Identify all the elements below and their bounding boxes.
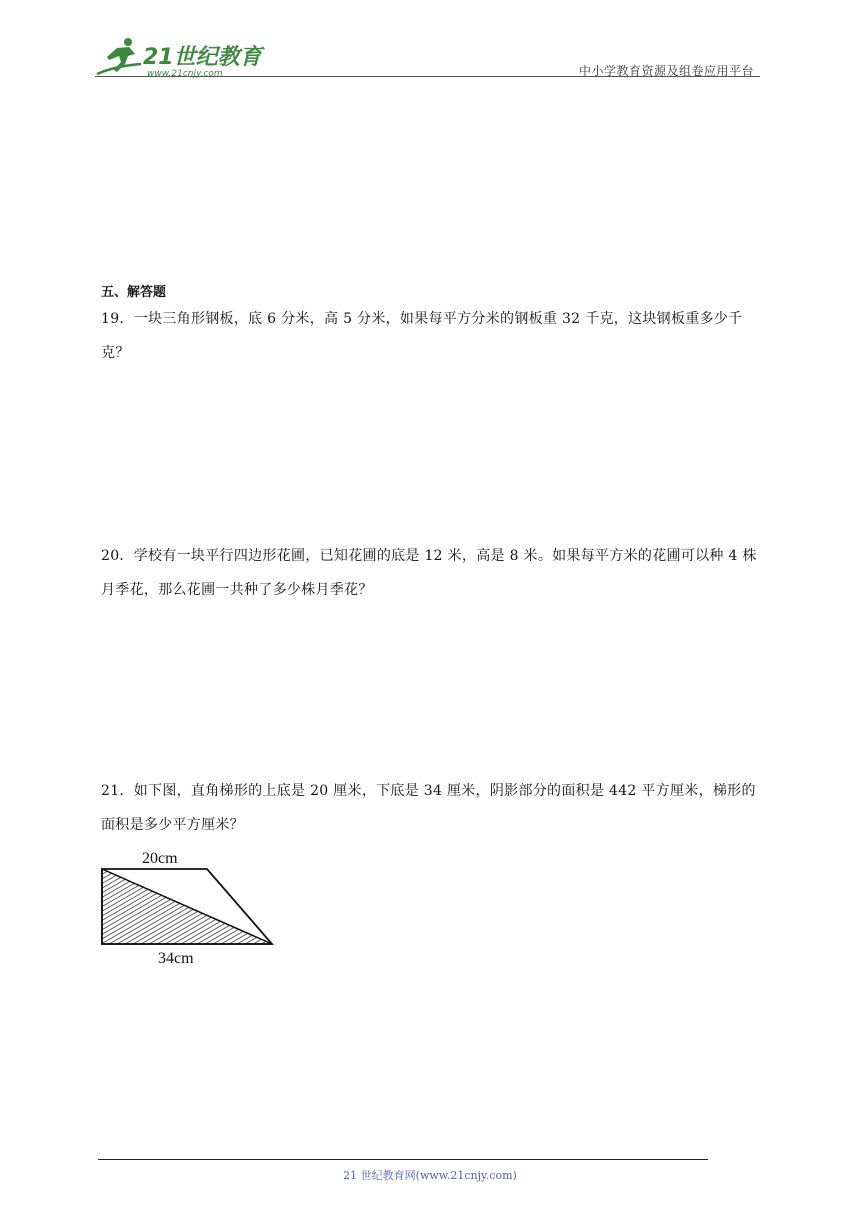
trapezoid-figure [96,845,286,970]
question-21-text: 21．如下图，直角梯形的上底是 20 厘米，下底是 34 厘米，阴影部分的面积是 442 平方厘米，梯形的面积是多少平方厘米？ [101,783,756,833]
question-20-text: 20．学校有一块平行四边形花圃，已知花圃的底是 12 米，高是 8 米。如果每平方米的花圃可以种 4 株月季花，那么花圃一共种了多少株月季花？ [101,548,757,598]
question-19 [101,302,763,370]
question-19-text: 19．一块三角形钢板，底 6 分米，高 5 分米，如果每平方分米的钢板重 32 千克，这块钢板重多少千克？ [101,311,743,361]
svg-text:21世纪教育: 21世纪教育 [143,45,262,70]
page-header [95,30,760,78]
logo-graphic [95,34,265,78]
footer-divider [98,1159,708,1160]
question-21 [101,774,763,842]
top-base-label: 20cm [142,850,178,867]
shaded-triangle [102,869,272,944]
section-title: 五、解答题 [101,285,167,300]
platform-name: 中小学教育资源及组卷应用平台 [578,64,754,78]
footer-link[interactable]: 21 世纪教育网(www.21cnjy.com) [343,1169,517,1182]
bottom-base-label: 34cm [158,950,194,967]
site-logo[interactable] [95,34,265,78]
svg-text:www.21cnjy.com: www.21cnjy.com [147,69,223,78]
question-20 [101,539,763,607]
header-divider [95,76,760,77]
